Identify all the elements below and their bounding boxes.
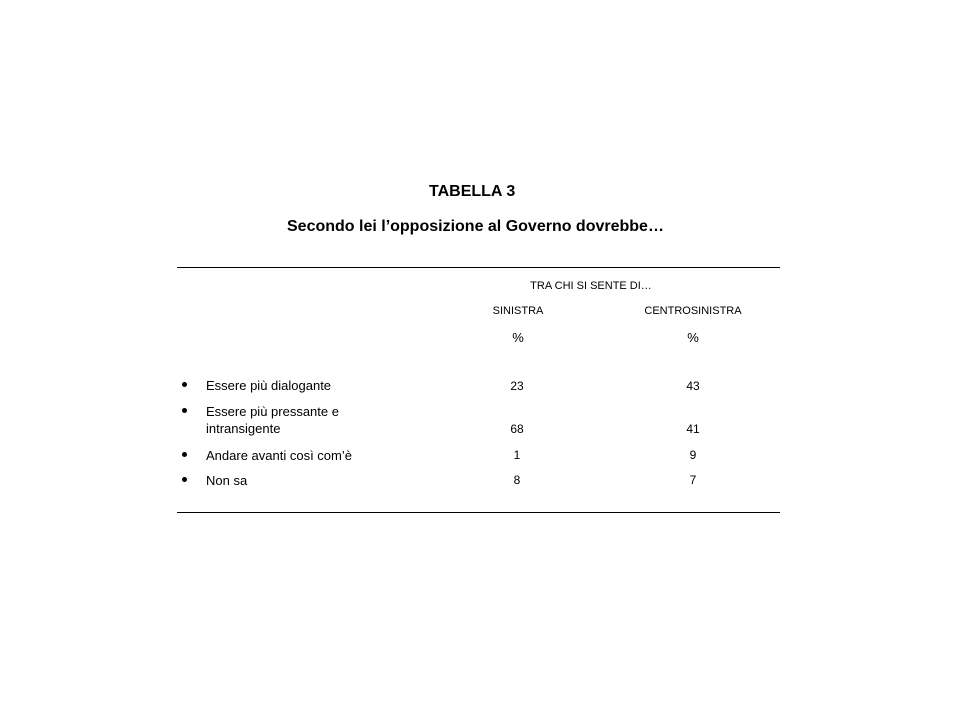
table-title: TABELLA 3 <box>429 183 516 200</box>
column-unit-sinistra: % <box>512 330 524 345</box>
row-value-sinistra: 8 <box>513 473 521 487</box>
row-label: Non sa <box>206 473 248 488</box>
row-value-centrosinistra: 9 <box>689 448 697 462</box>
bullet-icon <box>182 452 187 457</box>
row-label: Essere più dialogante <box>206 378 332 393</box>
bullet-icon <box>182 382 187 387</box>
row-value-sinistra: 23 <box>510 379 524 393</box>
row-value-sinistra: 1 <box>513 448 521 462</box>
row-value-centrosinistra: 7 <box>689 473 697 487</box>
bottom-rule <box>177 512 780 513</box>
bullet-icon <box>182 477 187 482</box>
table-subtitle: Secondo lei l’opposizione al Governo dovrebbe… <box>287 218 664 235</box>
top-rule <box>177 267 780 268</box>
row-label: Essere più pressante e intransigente <box>206 404 339 436</box>
row-label: Andare avanti così com’è <box>206 448 352 463</box>
row-value-centrosinistra: 43 <box>686 379 700 393</box>
group-header: TRA CHI SI SENTE DI… <box>530 280 652 292</box>
bullet-icon <box>182 408 187 413</box>
column-header-centrosinistra: CENTROSINISTRA <box>644 305 742 317</box>
row-value-centrosinistra: 41 <box>686 422 700 436</box>
column-unit-centrosinistra: % <box>687 330 699 345</box>
row-value-sinistra: 68 <box>510 422 524 436</box>
column-header-sinistra: SINISTRA <box>492 305 544 317</box>
